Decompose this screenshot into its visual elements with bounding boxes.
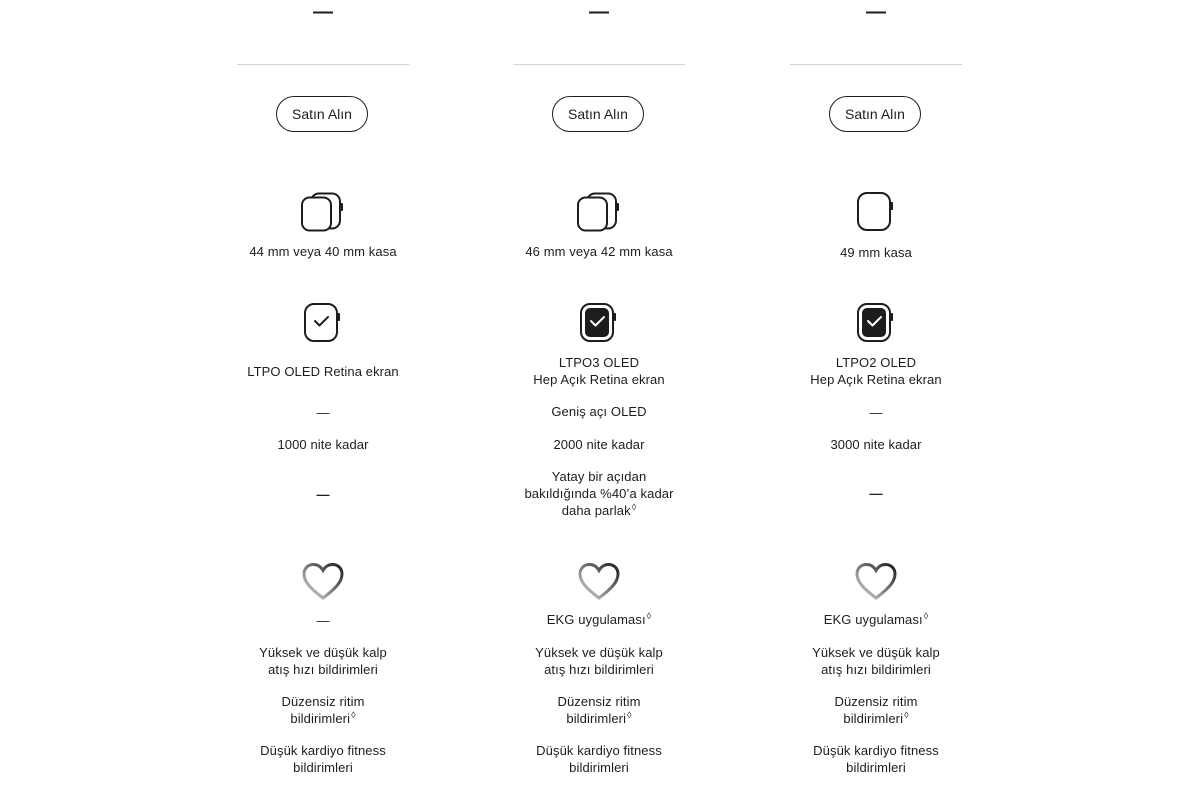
ecg-text: EKG uygulaması◊ [823,611,929,627]
case-size-text: 44 mm veya 40 mm kasa [249,244,397,259]
heart-rate-notification-text: Yüksek ve düşük kalp atış hızı bildirimleri [535,645,663,677]
divider [237,64,409,65]
divider [790,64,962,65]
heart-icon [854,562,898,602]
watch-display-filled-icon [579,303,619,343]
buy-button[interactable]: Satın Alın [829,96,921,132]
footnote-marker[interactable]: ◊ [904,710,909,720]
footnote-marker[interactable]: ◊ [923,611,929,621]
divider [513,64,685,65]
dual-watch-case-icon [300,192,346,232]
watch-display-outline-icon [303,303,343,343]
irregular-rhythm-text: Düzensiz ritim bildirimleri◊ [557,694,641,726]
case-size-text: 46 mm veya 42 mm kasa [525,244,673,259]
irregular-rhythm-text: Düzensiz ritim bildirimleri◊ [834,694,918,726]
cardio-fitness-text: Düşük kardiyo fitness bildirimleri [260,743,386,775]
brightness-text: 3000 nite kadar [830,437,922,452]
brightness-text: 1000 nite kadar [277,437,369,452]
wide-angle-text: — [316,405,330,420]
top-value: — [313,1,333,23]
dual-watch-case-icon [576,192,622,232]
buy-button[interactable]: Satın Alın [552,96,644,132]
heart-icon [577,562,621,602]
footnote-marker[interactable]: ◊ [646,611,652,621]
footnote-marker[interactable]: ◊ [627,710,632,720]
ecg-text: EKG uygulaması◊ [546,611,652,627]
brightness-text: 2000 nite kadar [553,437,645,452]
case-size-text: 49 mm kasa [840,245,912,260]
angle-brightness-text: — [316,487,330,502]
top-value: — [866,1,886,23]
irregular-rhythm-text: Düzensiz ritim bildirimleri◊ [281,694,365,726]
cardio-fitness-text: Düşük kardiyo fitness bildirimleri [813,743,939,775]
footnote-marker[interactable]: ◊ [351,710,356,720]
display-type-text: LTPO OLED Retina ekran [247,364,399,379]
heart-rate-notification-text: Yüksek ve düşük kalp atış hızı bildirimleri [259,645,387,677]
wide-angle-text: — [869,405,883,420]
angle-brightness-text: Yatay bir açıdan bakıldığında %40’a kadar daha parlak◊ [524,469,674,518]
watch-display-filled-icon [856,303,896,343]
wide-angle-text: Geniş açı OLED [551,404,647,419]
cardio-fitness-text: Düşük kardiyo fitness bildirimleri [536,743,662,775]
ecg-text: — [316,613,330,628]
footnote-marker[interactable]: ◊ [631,502,637,512]
display-type-text: LTPO3 OLED Hep Açık Retina ekran [533,355,665,387]
buy-button[interactable]: Satın Alın [276,96,368,132]
single-watch-case-icon [856,192,896,232]
heart-icon [301,562,345,602]
heart-rate-notification-text: Yüksek ve düşük kalp atış hızı bildirimleri [812,645,940,677]
angle-brightness-text: — [869,486,883,501]
top-value: — [589,1,609,23]
display-type-text: LTPO2 OLED Hep Açık Retina ekran [810,355,942,387]
